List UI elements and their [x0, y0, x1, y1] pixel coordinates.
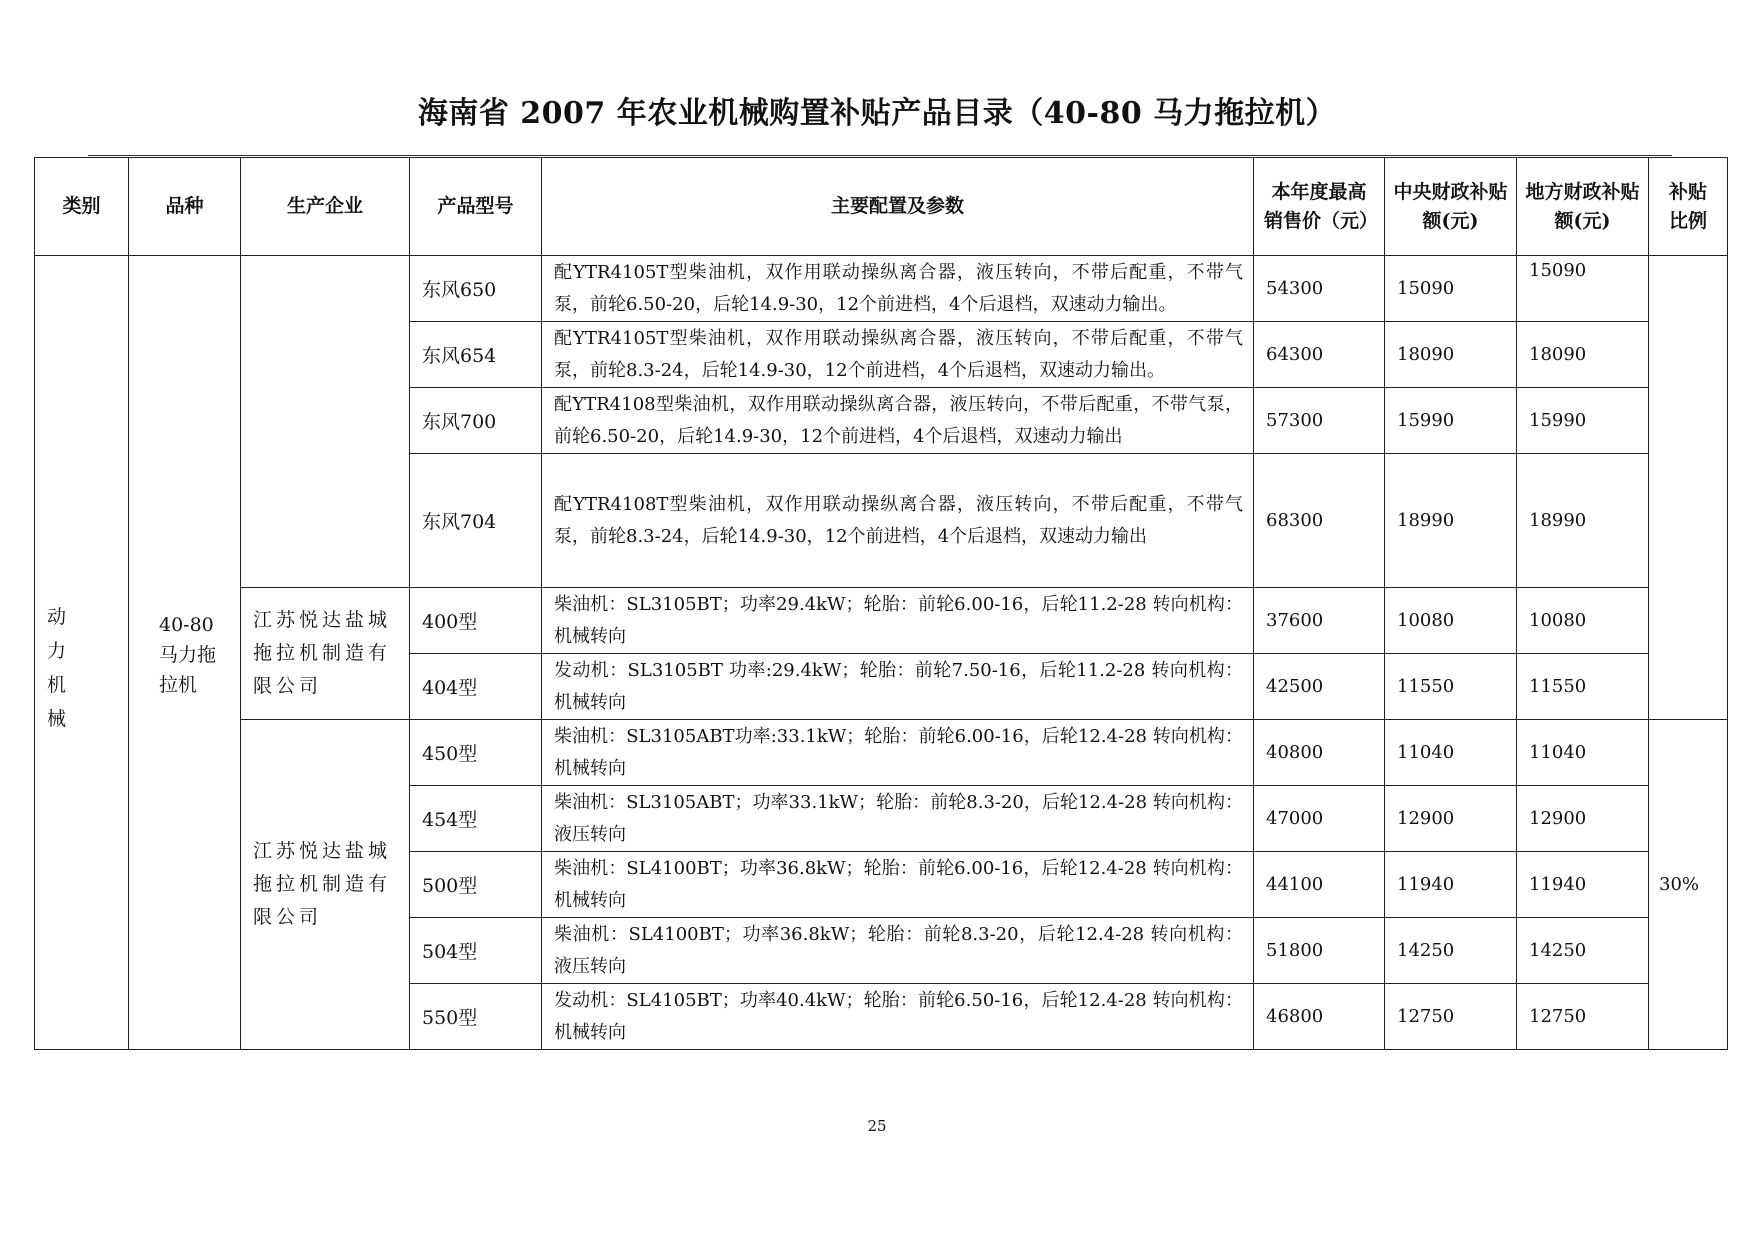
config-cell: 配YTR4105T型柴油机，双作用联动操纵离合器，液压转向，不带后配重，不带气泵，前轮6.50-20，后轮14.9-30，12个前进档，4个后退档，双速动力输出。 [542, 256, 1254, 322]
table-row [35, 720, 1728, 786]
central-subsidy-cell: 11040 [1385, 720, 1517, 786]
model-cell: 500型 [410, 852, 542, 918]
price-cell: 57300 [1254, 388, 1385, 454]
central-subsidy-cell: 18090 [1385, 322, 1517, 388]
central-subsidy-cell: 10080 [1385, 588, 1517, 654]
page-number: 25 [867, 1117, 887, 1135]
model-cell: 400型 [410, 588, 542, 654]
local-subsidy-cell: 11040 [1517, 720, 1649, 786]
central-subsidy-cell: 11940 [1385, 852, 1517, 918]
central-subsidy-cell: 15990 [1385, 388, 1517, 454]
local-subsidy-cell: 14250 [1517, 918, 1649, 984]
config-cell: 柴油机：SL4100BT；功率36.8kW；轮胎：前轮6.00-16，后轮12.4-28 转向机构：机械转向 [542, 852, 1254, 918]
price-cell: 54300 [1254, 256, 1385, 322]
price-cell: 64300 [1254, 322, 1385, 388]
config-cell: 柴油机：SL3105ABT功率:33.1kW；轮胎：前轮6.00-16，后轮12.4-28 转向机构：机械转向 [542, 720, 1254, 786]
local-subsidy-cell: 18990 [1517, 454, 1649, 588]
header-ratio: 补贴比例 [1649, 158, 1728, 256]
central-subsidy-cell: 12750 [1385, 984, 1517, 1050]
model-cell: 550型 [410, 984, 542, 1050]
config-cell: 柴油机：SL3105ABT；功率33.1kW；轮胎：前轮8.3-20，后轮12.4-28 转向机构：液压转向 [542, 786, 1254, 852]
config-cell: 配YTR4105T型柴油机，双作用联动操纵离合器，液压转向，不带后配重，不带气泵，前轮8.3-24，后轮14.9-30，12个前进档，4个后退档，双速动力输出。 [542, 322, 1254, 388]
local-subsidy-cell: 15090 [1517, 256, 1649, 322]
manufacturer-cell-empty [241, 256, 410, 588]
price-cell: 37600 [1254, 588, 1385, 654]
category-text: 动力机械 [47, 605, 67, 730]
central-subsidy-cell: 18990 [1385, 454, 1517, 588]
model-cell: 东风650 [410, 256, 542, 322]
header-local-subsidy: 地方财政补贴额(元) [1517, 158, 1649, 256]
model-cell: 404型 [410, 654, 542, 720]
header-row [35, 158, 1728, 256]
model-cell: 454型 [410, 786, 542, 852]
price-cell: 47000 [1254, 786, 1385, 852]
model-cell: 东风654 [410, 322, 542, 388]
model-cell: 东风700 [410, 388, 542, 454]
ratio-cell-empty [1649, 256, 1728, 720]
header-category: 类别 [35, 158, 129, 256]
central-subsidy-cell: 11550 [1385, 654, 1517, 720]
table-row [35, 256, 1728, 322]
central-subsidy-cell: 12900 [1385, 786, 1517, 852]
variety-text: 40-80马力拖拉机 [159, 613, 217, 696]
config-cell: 配YTR4108型柴油机，双作用联动操纵离合器，液压转向，不带后配重，不带气泵，前轮6.50-20，后轮14.9-30，12个前进档，4个后退档，双速动力输出 [542, 388, 1254, 454]
model-cell: 东风704 [410, 454, 542, 588]
config-cell: 柴油机：SL4100BT；功率36.8kW；轮胎：前轮8.3-20，后轮12.4-28 转向机构：液压转向 [542, 918, 1254, 984]
config-cell: 发动机：SL4105BT；功率40.4kW；轮胎：前轮6.50-16，后轮12.4-28 转向机构：机械转向 [542, 984, 1254, 1050]
subsidy-catalog-table [34, 157, 1728, 1050]
category-cell [35, 256, 129, 1050]
manufacturer-cell: 江苏悦达盐城拖拉机制造有限公司 [241, 588, 410, 720]
price-cell: 44100 [1254, 852, 1385, 918]
header-model: 产品型号 [410, 158, 542, 256]
header-manufacturer: 生产企业 [241, 158, 410, 256]
model-cell: 504型 [410, 918, 542, 984]
price-cell: 68300 [1254, 454, 1385, 588]
local-subsidy-cell: 15990 [1517, 388, 1649, 454]
manufacturer-cell: 江苏悦达盐城拖拉机制造有限公司 [241, 720, 410, 1050]
central-subsidy-cell: 15090 [1385, 256, 1517, 322]
ratio-cell: 30% [1649, 720, 1728, 1050]
config-cell: 柴油机：SL3105BT；功率29.4kW；轮胎：前轮6.00-16，后轮11.2-28 转向机构：机械转向 [542, 588, 1254, 654]
price-cell: 42500 [1254, 654, 1385, 720]
header-price: 本年度最高销售价（元） [1254, 158, 1385, 256]
price-cell: 46800 [1254, 984, 1385, 1050]
header-config: 主要配置及参数 [542, 158, 1254, 256]
price-cell: 51800 [1254, 918, 1385, 984]
local-subsidy-cell: 11940 [1517, 852, 1649, 918]
local-subsidy-cell: 12750 [1517, 984, 1649, 1050]
title-rule [88, 155, 1672, 156]
config-cell: 配YTR4108T型柴油机，双作用联动操纵离合器，液压转向，不带后配重，不带气泵，前轮8.3-24，后轮14.9-30，12个前进档，4个后退档，双速动力输出 [542, 454, 1254, 588]
variety-cell [129, 256, 241, 1050]
header-central-subsidy: 中央财政补贴额(元) [1385, 158, 1517, 256]
local-subsidy-cell: 18090 [1517, 322, 1649, 388]
page-title: 海南省 2007 年农业机械购置补贴产品目录（40-80 马力拖拉机） [417, 96, 1337, 131]
local-subsidy-cell: 10080 [1517, 588, 1649, 654]
price-cell: 40800 [1254, 720, 1385, 786]
model-cell: 450型 [410, 720, 542, 786]
central-subsidy-cell: 14250 [1385, 918, 1517, 984]
header-variety: 品种 [129, 158, 241, 256]
table-row [35, 588, 1728, 654]
config-cell: 发动机：SL3105BT 功率:29.4kW；轮胎：前轮7.50-16，后轮11.2-28 转向机构：机械转向 [542, 654, 1254, 720]
local-subsidy-cell: 11550 [1517, 654, 1649, 720]
local-subsidy-cell: 12900 [1517, 786, 1649, 852]
